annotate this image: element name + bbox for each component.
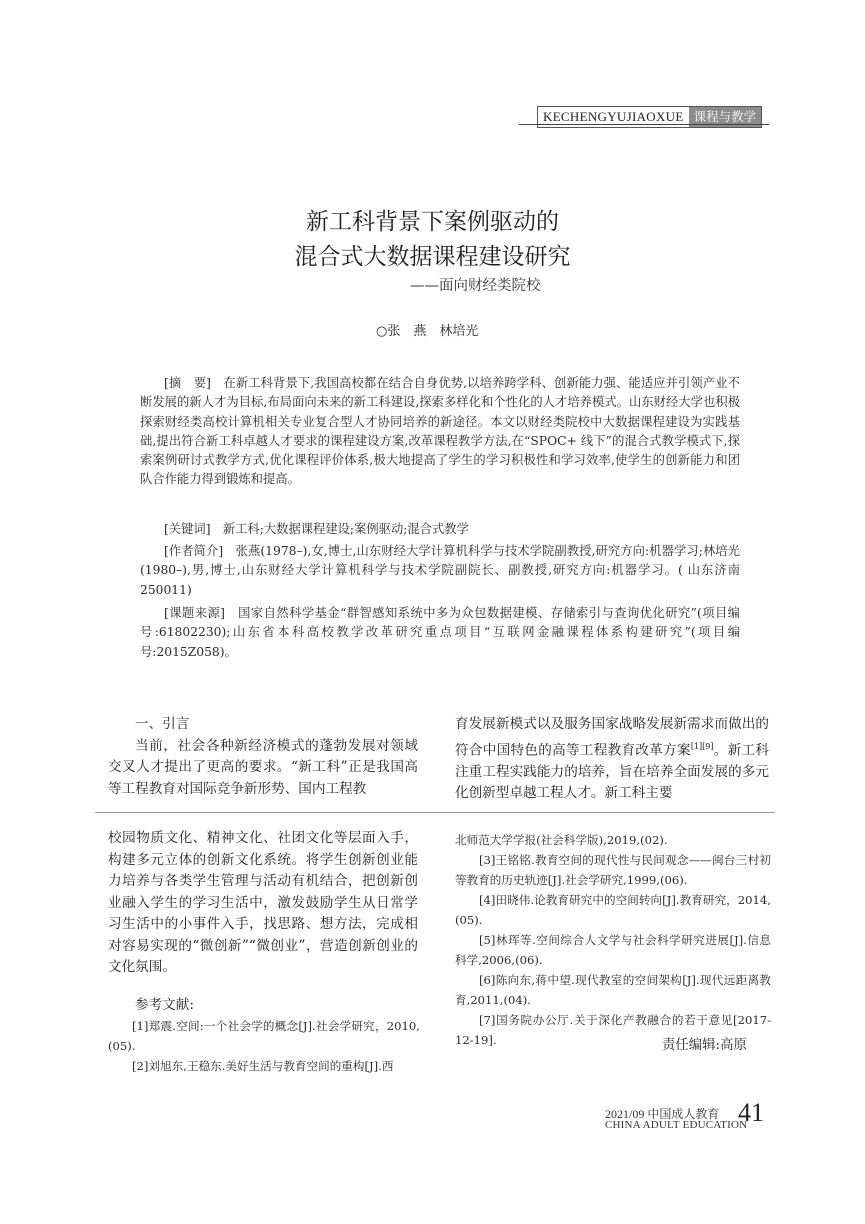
title-line-1: 新工科背景下案例驱动的 xyxy=(306,209,559,235)
abstract-text: 在新工科背景下,我国高校都在结合自身优势,以培养跨学科、创新能力强、能适应并引领产业不断发展的新人才为目标,布局面向未来的新工科建设,探索多样化和个性化的人才培养模式。山东财经大学也积极探索财经类高校计算机相关专业复合型人才协同培养的新途径。本文以财经类院校中大数据课程建设为实践基础,提出符合新工科卓越人才要求的课程建设方案,改革课程教学方法,在“SPOC+ 线下”的混合式教学模式下,探索案例研讨式教学方式,优化课程评价体系,极大地提高了学生的学习积极性和学习效率,使学生的创新能力和团队合作能力得到锻炼和提高。 xyxy=(140,376,740,487)
keywords-label: [关键词] xyxy=(164,522,211,536)
reference-item: [3]王铭铭.教育空间的现代性与民间观念——闽台三村初等教育的历史轨迹[J].社会学研究,1999,(06). xyxy=(455,853,771,887)
body-paragraph: 育发展新模式以及服务国家战略发展新需求而做出的符合中国特色的高等工程教育改革方案[1][9]。新工科注重工程实践能力的培养，旨在培养全面发展的多元化创新型卓越工程人才。新工科主要 xyxy=(455,716,770,802)
reference-item: [1]郑震.空间:一个社会学的概念[J].社会学研究，2010,(05). xyxy=(108,1019,420,1053)
body-column-left-lower xyxy=(108,828,418,979)
reference-item: [4]田晓伟.论教育研究中的空间转向[J].教育研究，2014,(05). xyxy=(455,893,771,927)
references-heading: 参考文献: xyxy=(135,997,194,1013)
citation-superscript: [1][9] xyxy=(690,741,714,751)
reference-item: [2]刘旭东,王稳东.美好生活与教育空间的重构[J].西 xyxy=(132,1059,394,1073)
section-heading-introduction: 一、引言 xyxy=(135,716,190,732)
section-divider xyxy=(95,812,775,813)
page-number: 41 xyxy=(738,1098,764,1127)
abstract-label: [摘 要] xyxy=(164,376,211,390)
body-paragraph: 校园物质文化、精神文化、社团文化等层面入手，构建多元立体的创新文化系统。将学生创新创业能力培养与各类学生管理与活动有机结合，把创新创业融入学生的学习生活中，激发鼓励学生从日常学习生活中的小事件入手，找思路、想方法，完成相对容易实现的“微创新”“微创业”，营造创新创业的文化氛围。 xyxy=(108,830,418,975)
references-left xyxy=(108,1016,420,1076)
footer-issue: 2021/09 中国成人教育 xyxy=(605,1107,720,1121)
journal-column-cn: 课程与教学 xyxy=(689,107,762,127)
body-column-left-top xyxy=(108,714,418,800)
author-info-text: 张燕(1978–),女,博士,山东财经大学计算机科学与技术学院副教授,研究方向:机器学习;林培光(1980–),男,博士,山东财经大学计算机科学与技术学院副院长、副教授,研究方向:机器学习。( 山东济南 250011) xyxy=(140,544,753,597)
header-rule xyxy=(519,124,769,125)
subtitle: ——面向财经类院校 xyxy=(410,278,541,294)
funding-text: 国家自然科学基金“群智感知系统中多为众包数据建模、存储索引与查询优化研究”(项目编号:61802230);山东省本科高校教学改革研究重点项目“互联网金融课程体系构建研究”(项目编号:2015Z058)。 xyxy=(140,606,740,659)
reference-item: [7]国务院办公厅.关于深化产教融合的若干意见[2017-12-19]. xyxy=(455,1013,771,1047)
authors: ○张 燕 林培光 xyxy=(376,324,479,339)
journal-column-en: KECHENGYUJIAOXUE xyxy=(538,107,689,127)
abstract xyxy=(140,374,740,490)
title-line-2: 混合式大数据课程建设研究 xyxy=(294,244,571,270)
funding-label: [课题来源] xyxy=(164,606,225,620)
reference-item: [6]陈向东,蒋中望.现代教室的空间架构[J].现代远距离教育,2011,(04). xyxy=(455,973,771,1007)
funding-source xyxy=(140,604,740,662)
body-paragraph: 当前，社会各种新经济模式的蓬勃发展对领域交叉人才提出了更高的要求。“新工科”正是我国高等工程教育对国际竞争新形势、国内工程教 xyxy=(108,737,418,797)
author-info-label: [作者简介] xyxy=(164,544,224,558)
body-column-right-top xyxy=(455,714,769,805)
keywords-text: 新工科;大数据课程建设;案例驱动;混合式教学 xyxy=(222,522,469,536)
reference-item: [5]林珲等.空间综合人文学与社会科学研究进展[J].信息科学,2006,(06). xyxy=(455,933,771,967)
keywords xyxy=(140,520,740,539)
author-info xyxy=(140,542,753,600)
footer-journal-en: CHINA ADULT EDUCATION xyxy=(605,1119,748,1131)
references-right xyxy=(455,830,771,1050)
reference-item: 北师范大学学报(社会科学版),2019,(02). xyxy=(455,833,668,847)
responsible-editor: 责任编辑:高原 xyxy=(662,1038,747,1053)
